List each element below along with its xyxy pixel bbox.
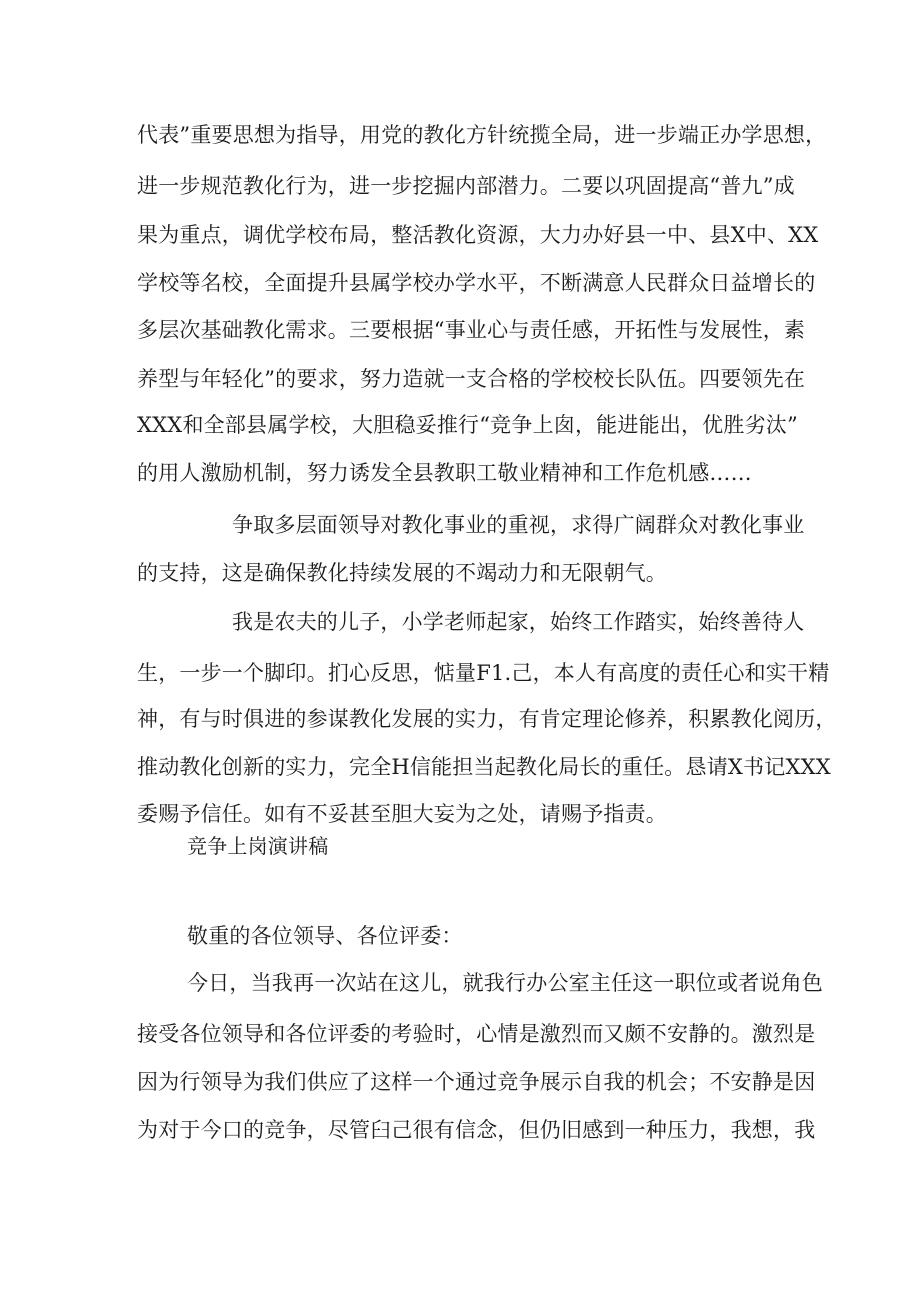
text-line: 果为重点，调优学校布局，整活教化资源，大力办好县一中、县X中、XX bbox=[137, 223, 819, 247]
text-line: 推动教化创新的实力，完全H信能担当起教化局长的重任。恳请X书记XXX bbox=[137, 755, 831, 779]
text-line: 神，有与时俱进的参谋教化发展的实力，有肯定理论修养，积累教化阅历， bbox=[137, 707, 837, 731]
speech-title: 竞争上岗演讲稿 bbox=[187, 834, 329, 858]
text-line: 多层次基础教化需求。三要根据“事业心与责任感，开拓性与发展性，素 bbox=[137, 318, 806, 342]
text-line: XXX和全部县属学校，大胆稳妥推行“竞争上囱，能进能出，优胜劣汰” bbox=[137, 413, 798, 437]
salutation: 敬重的各位领导、各位评委： bbox=[187, 924, 463, 948]
text-line: 因为行领导为我们供应了这样一个通过竞争展示自我的机会；不安静是因 bbox=[137, 1070, 816, 1094]
text-line: 我是农夫的儿子，小学老师起家，始终工作踏实，始终善待人 bbox=[232, 610, 805, 634]
text-line: 代表”重要思想为指导，用党的教化方针统揽全局，进一步端正办学思想， bbox=[137, 123, 827, 147]
text-line: 为对于今口的竞争，尽管臼己很有信念，但仍旧感到一种压力，我想，我 bbox=[137, 1118, 816, 1142]
text-line: 养型与年轻化”的要求，努力造就一支合格的学校校长队伍。四要领先在 bbox=[137, 367, 806, 391]
text-line: 接受各位领导和各位评委的考验时，心情是激烈而又颇不安静的。激烈是 bbox=[137, 1022, 816, 1046]
text-line: 委赐予信任。如有不妥甚至胆大妄为之处，请赐予指责。 bbox=[137, 802, 667, 826]
text-line: 进一步规范教化行为，进一步挖掘内部潜力。二要以巩固提高“普九”成 bbox=[137, 174, 795, 198]
text-line: 争取多层面领导对教化事业的重视，求得广阔群众对教化事业 bbox=[232, 513, 805, 537]
text-line: 的用人激励机制，努力诱发全县教职工敬业精神和工作危机感…… bbox=[137, 461, 752, 485]
text-line: 学校等名校，全面提升县属学校办学水平，不断满意人民群众日益增长的 bbox=[137, 271, 816, 295]
text-line: 今日，当我再一次站在这儿，就我行办公室主任这一职位或者说角色 bbox=[187, 971, 823, 995]
text-line: 生，一步一个脚印。扪心反思，惦量F1.己，本人有高度的责任心和实干精 bbox=[137, 661, 830, 685]
text-line: 的支持，这是确保教化持续发展的不竭动力和无限朝气。 bbox=[137, 561, 667, 585]
